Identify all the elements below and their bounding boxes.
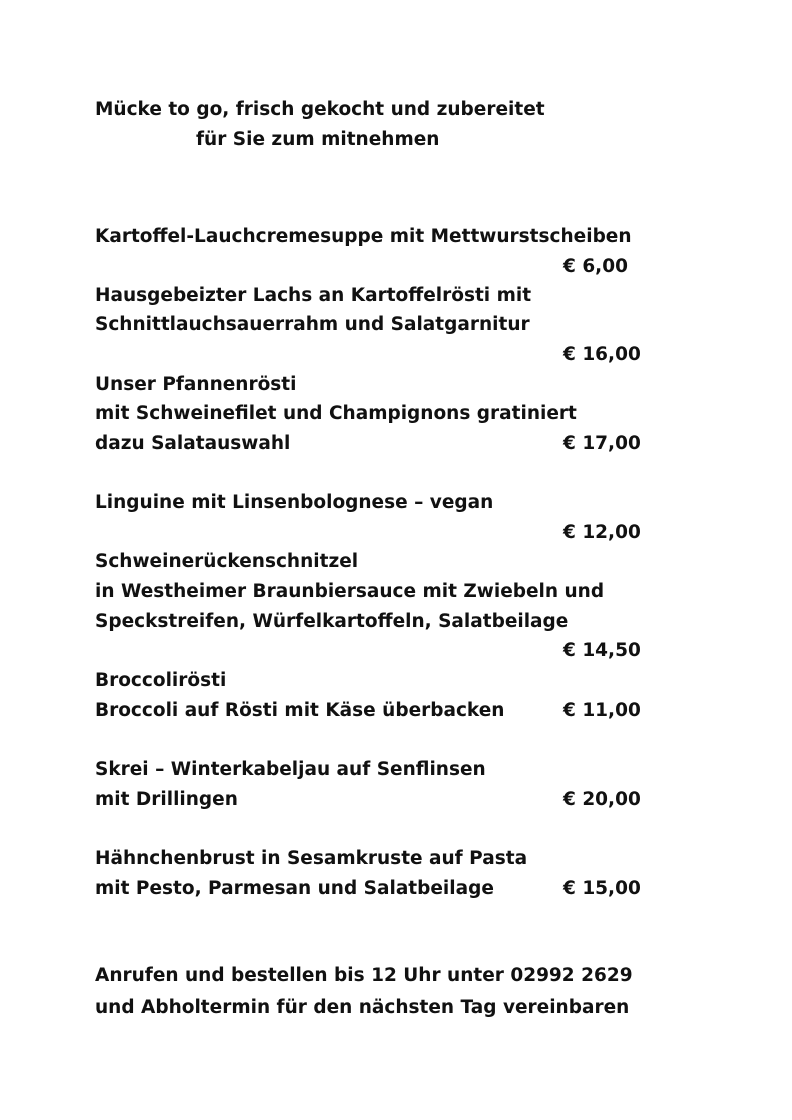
menu-item-2-price: € 16,00 xyxy=(563,344,641,365)
menu-item-3-line-2: mit Schweinefilet und Champignons gratiniert xyxy=(95,403,577,424)
footer-line-2: und Abholtermin für den nächsten Tag vereinbaren xyxy=(95,997,630,1018)
menu-item-7-line-2: mit Drillingen xyxy=(95,789,238,810)
header-line-2: für Sie zum mitnehmen xyxy=(196,129,440,150)
menu-item-3-line-3: dazu Salatauswahl xyxy=(95,433,291,454)
menu-item-8-line-1: Hähnchenbrust in Sesamkruste auf Pasta xyxy=(95,848,528,869)
menu-item-8-price: € 15,00 xyxy=(563,878,641,899)
menu-item-6-price: € 11,00 xyxy=(563,700,641,721)
menu-item-2-line-1: Hausgebeizter Lachs an Kartoffelrösti mit xyxy=(95,285,532,306)
header-line-1: Mücke to go, frisch gekocht und zubereitet xyxy=(95,99,545,120)
menu-item-1-price: € 6,00 xyxy=(563,256,628,277)
menu-item-7-price: € 20,00 xyxy=(563,789,641,810)
footer-line-1: Anrufen und bestellen bis 12 Uhr unter 02992 2629 xyxy=(95,965,633,986)
menu-item-6-line-2: Broccoli auf Rösti mit Käse überbacken xyxy=(95,700,505,721)
menu-item-5-price: € 14,50 xyxy=(563,640,641,661)
menu-item-3-price: € 17,00 xyxy=(563,433,641,454)
menu-item-5-line-2: in Westheimer Braunbiersauce mit Zwiebeln und xyxy=(95,581,605,602)
menu-item-8-line-2: mit Pesto, Parmesan und Salatbeilage xyxy=(95,878,494,899)
menu-item-6-line-1: Broccolirösti xyxy=(95,670,227,691)
menu-item-7-line-1: Skrei – Winterkabeljau auf Senflinsen xyxy=(95,759,486,780)
menu-item-2-line-2: Schnittlauchsauerrahm und Salatgarnitur xyxy=(95,314,530,335)
menu-item-5-line-1: Schweinerückenschnitzel xyxy=(95,551,359,572)
menu-item-4-line-1: Linguine mit Linsenbolognese – vegan xyxy=(95,492,494,513)
menu-item-1-line-1: Kartoffel-Lauchcremesuppe mit Mettwurstscheiben xyxy=(95,226,632,247)
menu-item-3-line-1: Unser Pfannenrösti xyxy=(95,374,297,395)
menu-item-5-line-3: Speckstreifen, Würfelkartoffeln, Salatbeilage xyxy=(95,611,569,632)
menu-item-4-price: € 12,00 xyxy=(563,522,641,543)
